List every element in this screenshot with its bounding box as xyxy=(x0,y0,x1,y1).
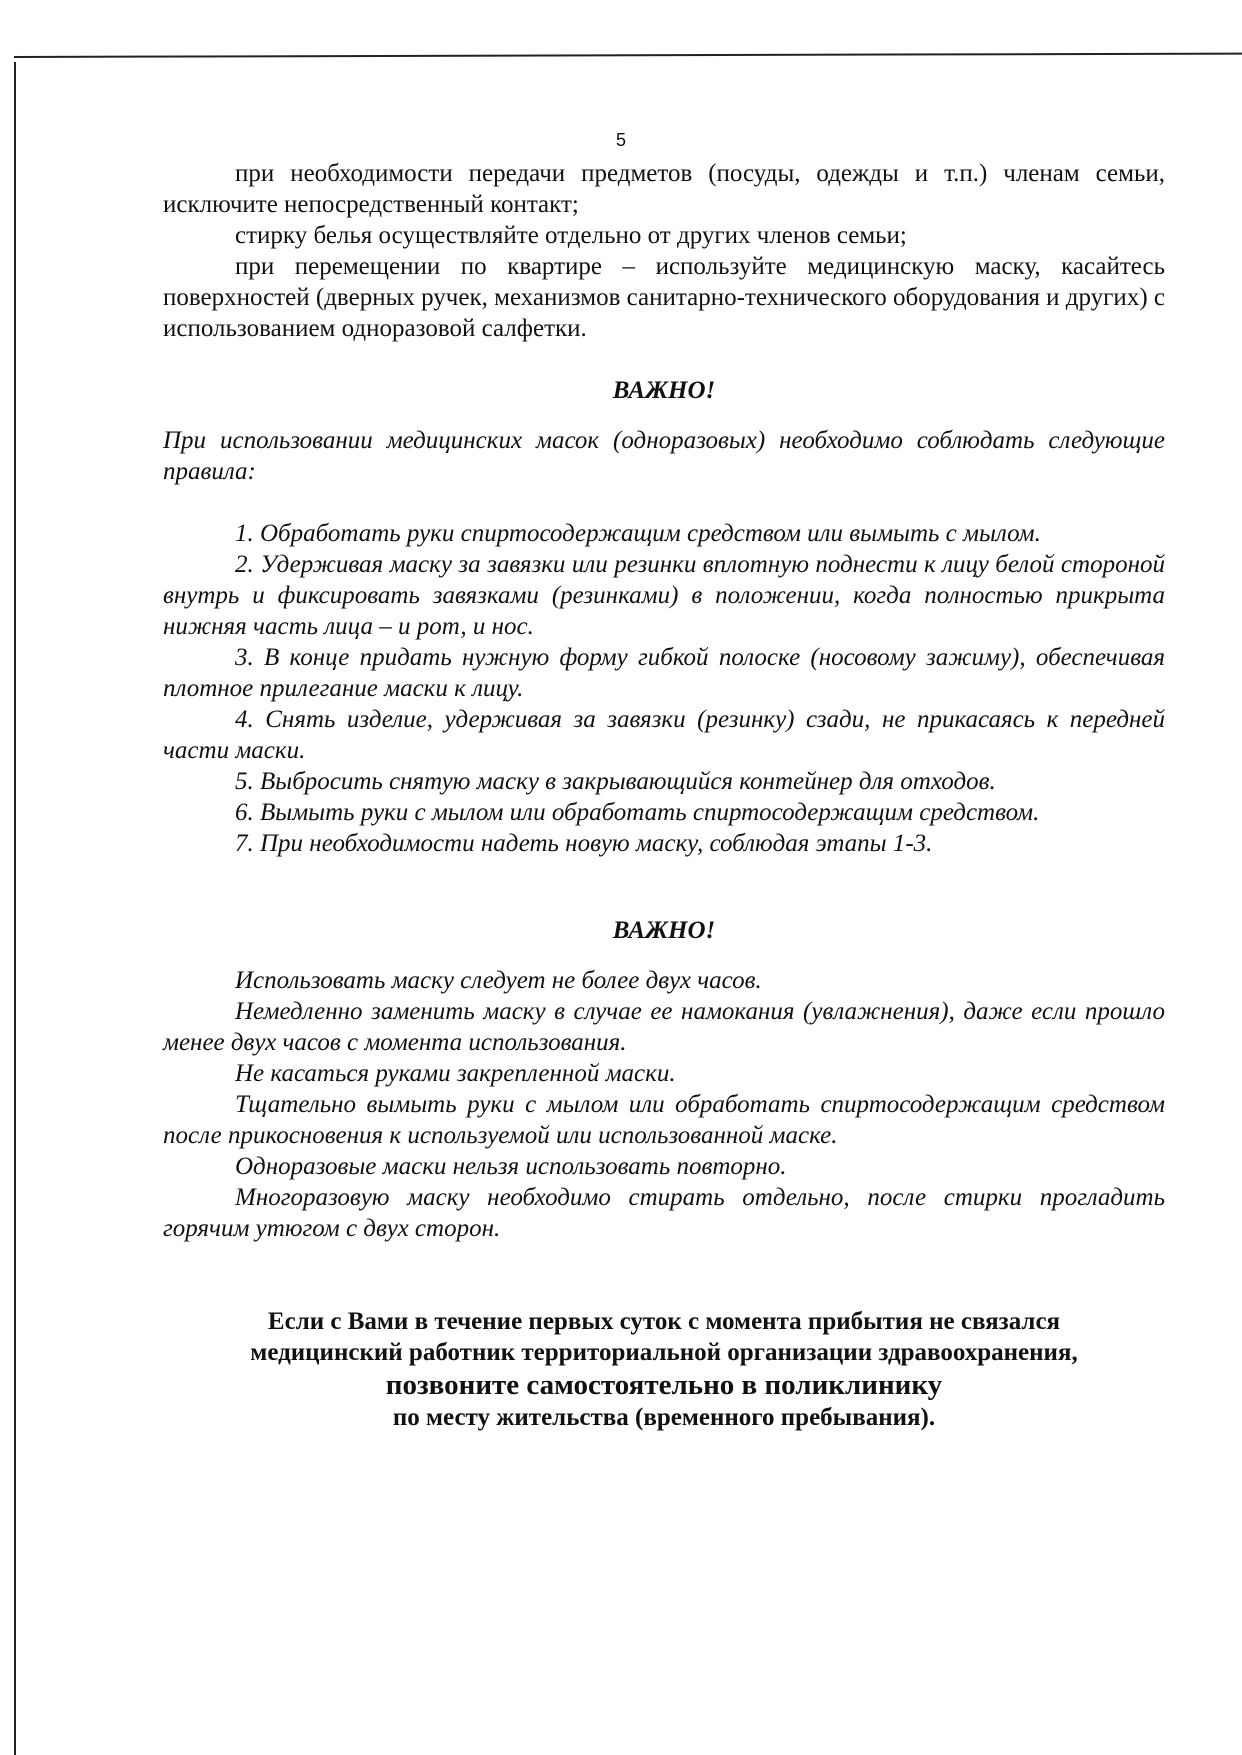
notice-line: по месту жительства (временного пребывания). xyxy=(392,1404,936,1431)
notice-line: медицинский работник территориальной организации здравоохранения, xyxy=(250,1339,1078,1366)
mask-note: Тщательно вымыть руки с мылом или обработать спиртосодержащим средством после прикосновения к используемой или использованной маске. xyxy=(163,1091,1165,1149)
rule-item: 2. Удерживая маску за завязки или резинки вплотную поднести к лицу белой стороной внутрь и фиксировать завязками (резинками) в положении, когда полностью прикрыта нижняя часть лица – и рот, и нос. xyxy=(163,551,1165,640)
document-body xyxy=(163,158,1165,1433)
mask-rules-section xyxy=(163,375,1165,859)
rule-item: 7. При необходимости надеть новую маску, соблюдая этапы 1-3. xyxy=(235,830,933,857)
scan-border-top xyxy=(14,53,1242,58)
clinic-notice xyxy=(163,1306,1165,1433)
scan-border-left xyxy=(14,62,16,1755)
intro-paragraph: при необходимости передачи предметов (посуды, одежды и т.п.) членам семьи, исключите непосредственный контакт; xyxy=(163,160,1165,218)
rule-item: 3. В конце придать нужную форму гибкой полоске (носовому зажиму), обеспечивая плотное прилегание маски к лицу. xyxy=(163,644,1165,702)
notice-line: Если с Вами в течение первых суток с момента прибытия не связался xyxy=(267,1308,1061,1335)
rule-item: 6. Вымыть руки с мылом или обработать спиртосодержащим средством. xyxy=(235,799,1040,826)
mask-note: Многоразовую маску необходимо стирать отдельно, после стирки прогладить горячим утюгом с двух сторон. xyxy=(163,1184,1165,1242)
important-heading: ВАЖНО! xyxy=(612,377,716,404)
mask-note: Немедленно заменить маску в случае ее намокания (увлажнения), даже если прошло менее двух часов с момента использования. xyxy=(163,998,1165,1056)
intro-paragraph: при перемещении по квартире – используйте медицинскую маску, касайтесь поверхностей (дверных ручек, механизмов санитарно-технического оборудования и других) с использованием одноразовой салфетки. xyxy=(163,253,1165,342)
notice-call-clinic: позвоните самостоятельно в поликлинику xyxy=(385,1369,943,1401)
mask-note: Не касаться руками закрепленной маски. xyxy=(235,1060,676,1087)
mask-note: Использовать маску следует не более двух часов. xyxy=(235,967,762,994)
important-heading: ВАЖНО! xyxy=(612,917,716,944)
intro-section xyxy=(163,158,1165,344)
mask-notes-section xyxy=(163,915,1165,1244)
rule-item: 4. Снять изделие, удерживая за завязки (резинку) сзади, не прикасаясь к передней части маски. xyxy=(163,706,1165,764)
intro-paragraph: стирку белья осуществляйте отдельно от других членов семьи; xyxy=(235,222,907,249)
mask-note: Одноразовые маски нельзя использовать повторно. xyxy=(235,1153,787,1180)
page-number: 5 xyxy=(615,130,626,150)
rules-intro: При использовании медицинских масок (одноразовых) необходимо соблюдать следующие правила: xyxy=(163,427,1165,485)
rule-item: 5. Выбросить снятую маску в закрывающийся контейнер для отходов. xyxy=(235,768,996,795)
rule-item: 1. Обработать руки спиртосодержащим средством или вымыть с мылом. xyxy=(235,520,1041,547)
